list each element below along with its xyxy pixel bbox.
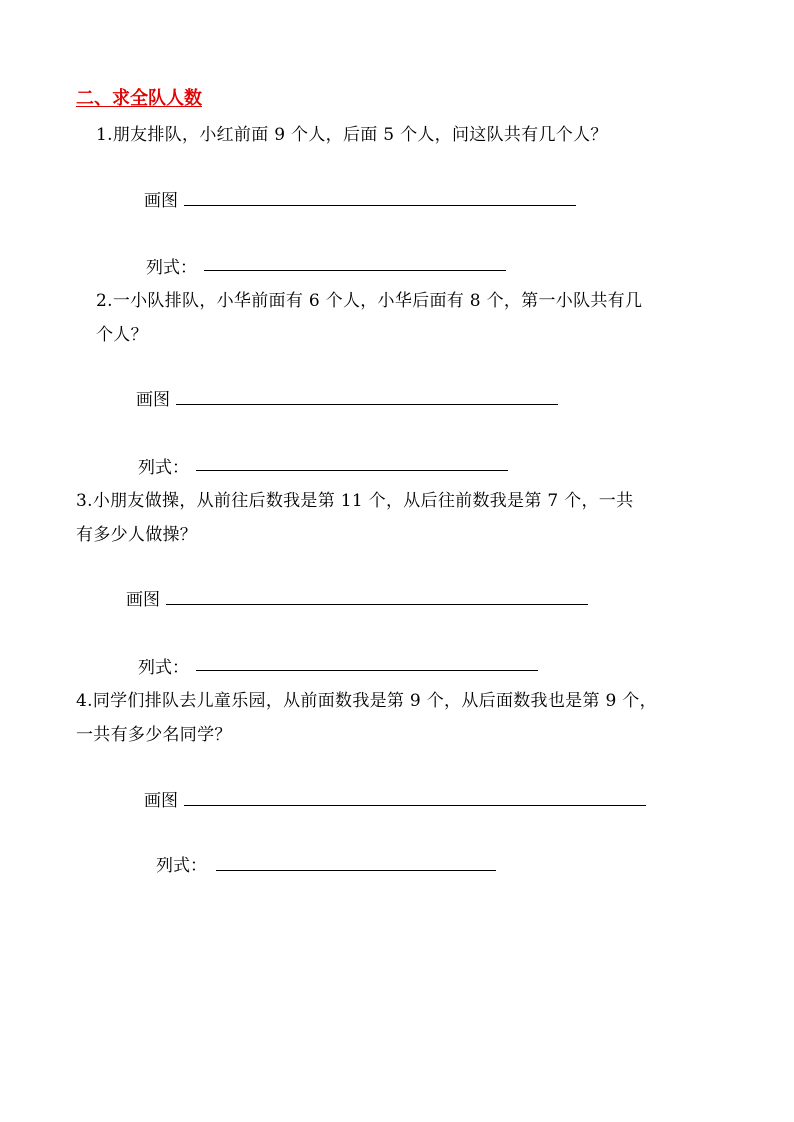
problem-2-text-line2: 个人？ bbox=[96, 325, 148, 345]
problem-1-draw-answer-line[interactable] bbox=[184, 205, 576, 206]
problem-3-draw-label: 画图 bbox=[126, 590, 160, 610]
problem-4-draw-label: 画图 bbox=[144, 791, 178, 811]
problem-3-formula-label: 列式： bbox=[138, 658, 189, 678]
problem-4-text-line1: 4.同学们排队去儿童乐园，从前面数我是第 9 个，从后面数我也是第 9 个， bbox=[76, 691, 657, 711]
problem-1-draw-label: 画图 bbox=[144, 191, 178, 211]
problem-3-text-line1: 3.小朋友做操，从前往后数我是第 11 个，从后往前数我是第 7 个，一共 bbox=[76, 491, 634, 511]
problem-2-text-line1: 2.一小队排队，小华前面有 6 个人，小华后面有 8 个，第一小队共有几 bbox=[96, 291, 643, 311]
problem-2-draw-label: 画图 bbox=[136, 390, 170, 410]
problem-4-draw-answer-line[interactable] bbox=[184, 805, 646, 806]
problem-2-formula-label: 列式： bbox=[138, 458, 189, 478]
problem-4-text-line2: 一共有多少名同学？ bbox=[76, 725, 232, 745]
problem-4-formula-label: 列式： bbox=[156, 856, 207, 876]
problem-2-draw-answer-line[interactable] bbox=[176, 404, 558, 405]
problem-4-formula-answer-line[interactable] bbox=[216, 870, 496, 871]
problem-3-text-line2: 有多少人做操？ bbox=[76, 525, 198, 545]
problem-1-formula-answer-line[interactable] bbox=[204, 270, 506, 271]
problem-3-draw-answer-line[interactable] bbox=[166, 604, 588, 605]
problem-3-formula-answer-line[interactable] bbox=[196, 670, 538, 671]
section-title: 二、求全队人数 bbox=[76, 88, 202, 109]
problem-1-formula-label: 列式： bbox=[146, 258, 197, 278]
problem-2-formula-answer-line[interactable] bbox=[196, 470, 508, 471]
problem-1-text: 1.朋友排队，小红前面 9 个人，后面 5 个人，问这队共有几个人？ bbox=[96, 125, 608, 145]
